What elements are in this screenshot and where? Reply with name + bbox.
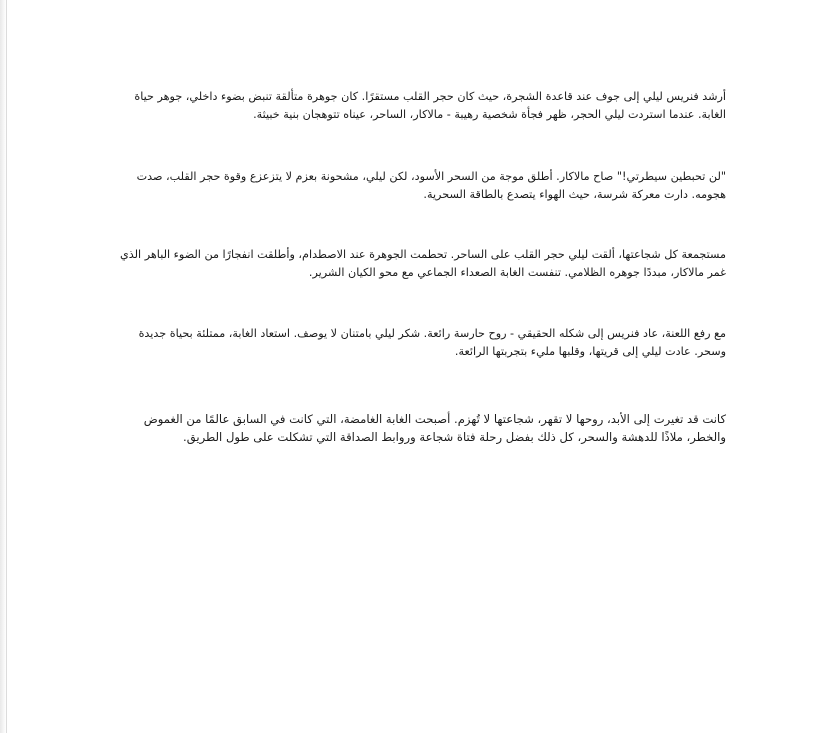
paragraph-2: "لن تحبطين سيطرتي!" صاح مالاكار. أطلق موجة من السحر الأسود، لكن ليلي، مشحونة بعزم لا يتزعزع وقوة حجر القلب، صدت هجومه. دارت معركة شرسة، حيث الهواء يتصدع بالطاقة السحرية. <box>136 170 726 201</box>
paragraph-3: مستجمعة كل شجاعتها، ألقت ليلي حجر القلب على الساحر. تحطمت الجوهرة عند الاصطدام، وأطلقت انفجارًا من الضوء الباهر الذي غمر مالاكار، مبددًا جوهره الظلامي. تنفست الغابة الصعداء الجماعي مع محو الكيان الشرير. <box>120 248 726 279</box>
paragraph-1: أرشد فنريس ليلي إلى جوف عند قاعدة الشجرة، حيث كان حجر القلب مستقرًا. كان جوهرة متألقة تنبض بضوء داخلي، جوهر حياة الغابة. عندما استردت ليلي الحجر، ظهر فجأة شخصية رهيبة - مالاكار، الساحر، عيناه تتوهجان بنية خبيثة. <box>134 90 726 121</box>
paragraph-5: كانت قد تغيرت إلى الأبد، روحها لا تقهر، شجاعتها لا تُهزم. أصبحت الغابة الغامضة، التي كانت في السابق عالمًا من الغموض والخطر، ملاذًا للدهشة والسحر، كل ذلك بفضل رحلة فتاة شجاعة وروابط الصداقة التي تشكلت على طول الطريق. <box>143 412 726 444</box>
page-edge-border <box>6 0 7 733</box>
paragraph-4: مع رفع اللعنة، عاد فنريس إلى شكله الحقيقي - روح حارسة رائعة. شكر ليلي بامتنان لا يوصف. استعاد الغابة، ممتلئة بحياة جديدة وسحر. عادت ليلي إلى قريتها، وقلبها مليء بتجربتها الرائعة. <box>138 327 726 358</box>
